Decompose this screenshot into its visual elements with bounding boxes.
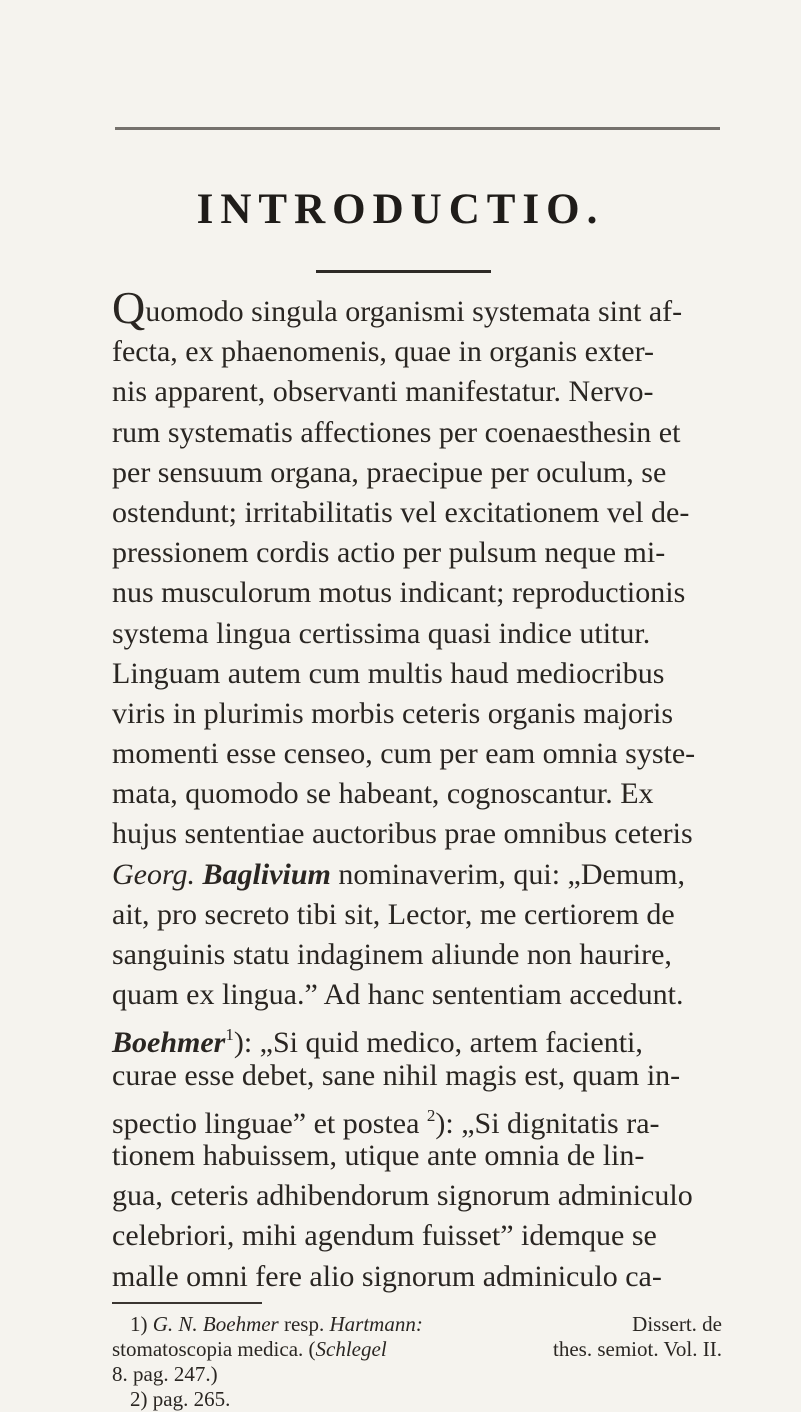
body-line-10: Linguam autem cum multis haud mediocribus <box>112 656 665 690</box>
body-line <box>112 895 722 935</box>
body-line <box>112 573 722 613</box>
body-line <box>112 493 722 533</box>
body-line-24: celebriori, mihi agendum fuisset” idemque se <box>112 1219 657 1253</box>
body-line-1: uomodo singula organismi systemata sint af- <box>145 295 683 328</box>
body-line <box>112 1015 722 1060</box>
dropcap: Q <box>112 282 146 333</box>
body-line-25: malle omni fere alio signorum adminiculo ca- <box>112 1259 662 1293</box>
footnote-text: resp. <box>283 1312 325 1336</box>
body-line-12: momenti esse censeo, cum per eam omnia syste- <box>112 737 696 771</box>
body-line <box>112 1136 722 1176</box>
footnotes <box>112 1312 722 1412</box>
body-line-17: sanguinis statu indaginem aliunde non haurire, <box>112 938 672 971</box>
body-line-6: ostendunt; irritabilitatis vel excitationem vel de- <box>112 495 690 529</box>
body-line-2: fecta, ex phaenomenis, quae in organis exter- <box>112 335 654 369</box>
body-line <box>112 1096 722 1140</box>
body-line-20: curae esse debet, sane nihil magis est, quam in- <box>112 1058 681 1092</box>
body-line <box>112 694 722 734</box>
body-line-14: hujus sententiae auctoribus prae omnibus ceteris <box>112 817 693 851</box>
body-line <box>112 1216 722 1256</box>
body-line-16: ait, pro secreto tibi sit, Lector, me certiorem de <box>112 897 675 931</box>
footnote-rule <box>112 1302 262 1304</box>
footnote-author: Hartmann: <box>329 1312 423 1336</box>
body-text-span: nominaverim, qui: „Demum, <box>338 857 686 891</box>
author-name: Boehmer <box>112 1026 226 1060</box>
footnote-2 <box>112 1387 722 1412</box>
footnote-mark: 1) <box>130 1312 148 1336</box>
footnote-text: thes. semiot. Vol. II. <box>553 1337 722 1361</box>
footnote-author: Schlegel <box>315 1337 387 1361</box>
body-line <box>112 1176 722 1216</box>
footnote-ref: 2 <box>426 1105 436 1125</box>
footnote-1 <box>112 1312 722 1337</box>
page-title: INTRODUCTIO. <box>196 186 605 233</box>
body-line <box>112 453 722 493</box>
body-text-span: spectio linguae” et postea <box>112 1106 420 1140</box>
body-text <box>112 282 722 1297</box>
body-line-text <box>112 282 683 333</box>
body-line-21 <box>112 1096 660 1140</box>
body-line <box>112 1056 722 1096</box>
body-line <box>112 734 722 774</box>
body-line <box>112 332 722 372</box>
footnote-text: stomatoscopia medica. ( <box>112 1337 316 1361</box>
footnote-1-line-2-start <box>112 1337 387 1362</box>
body-line <box>112 614 722 654</box>
footnote-1-start <box>112 1312 423 1337</box>
body-line-4: rum systematis affectiones per coenaesthesin et <box>112 415 681 449</box>
body-line-13: mata, quomodo se habeant, cognoscantur. Ex <box>112 777 654 811</box>
footnote-ref: 1 <box>225 1025 234 1045</box>
footnote-1-line-2 <box>112 1337 722 1362</box>
body-line-15 <box>112 855 685 895</box>
body-text-span: ): „Si dignitatis ra- <box>435 1106 660 1140</box>
author-name: Georg. <box>112 857 196 891</box>
body-line <box>112 282 722 333</box>
body-line-9: systema lingua certissima quasi indice utitur. <box>112 616 651 650</box>
body-line-5: per sensuum organa, praecipue per oculum, se <box>112 455 667 489</box>
footnote-2-start <box>112 1387 230 1412</box>
body-text-span: ): „Si quid medico, artem facienti, <box>233 1026 643 1060</box>
body-line <box>112 814 722 854</box>
footnote-author: G. N. Boehmer <box>152 1312 279 1336</box>
body-line-3: nis apparent, observanti manifestatur. Nervo- <box>112 375 654 409</box>
body-line <box>112 372 722 412</box>
body-line-23: gua, ceteris adhibendorum signorum adminiculo <box>112 1179 693 1213</box>
footnote-text: Dissert. de <box>632 1312 722 1336</box>
body-line <box>112 855 722 895</box>
footnote-text: pag. 265. <box>152 1387 231 1411</box>
body-line <box>112 533 722 573</box>
body-line <box>112 774 722 814</box>
footnote-text: 8. pag. 247.) <box>112 1362 218 1386</box>
body-line-19 <box>112 1015 643 1060</box>
author-name: Baglivium <box>202 857 331 891</box>
body-line-7: pressionem cordis actio per pulsum neque mi- <box>112 536 666 570</box>
body-line-22: tionem habuissem, utique ante omnia de lin- <box>112 1138 645 1172</box>
body-line <box>112 935 722 975</box>
footnote-mark: 2) <box>130 1387 148 1411</box>
top-rule <box>115 127 720 130</box>
body-line-18: quam ex lingua.” Ad hanc sententiam accedunt. <box>112 978 684 1012</box>
body-line <box>112 975 722 1015</box>
body-line <box>112 413 722 453</box>
body-line-11: viris in plurimis morbis ceteris organis majoris <box>112 696 674 730</box>
heading-rule <box>316 270 491 273</box>
footnote-1-line-3 <box>112 1362 722 1387</box>
body-line-8: nus musculorum motus indicant; reproductionis <box>112 576 686 610</box>
body-line <box>112 1257 722 1297</box>
body-line <box>112 654 722 694</box>
